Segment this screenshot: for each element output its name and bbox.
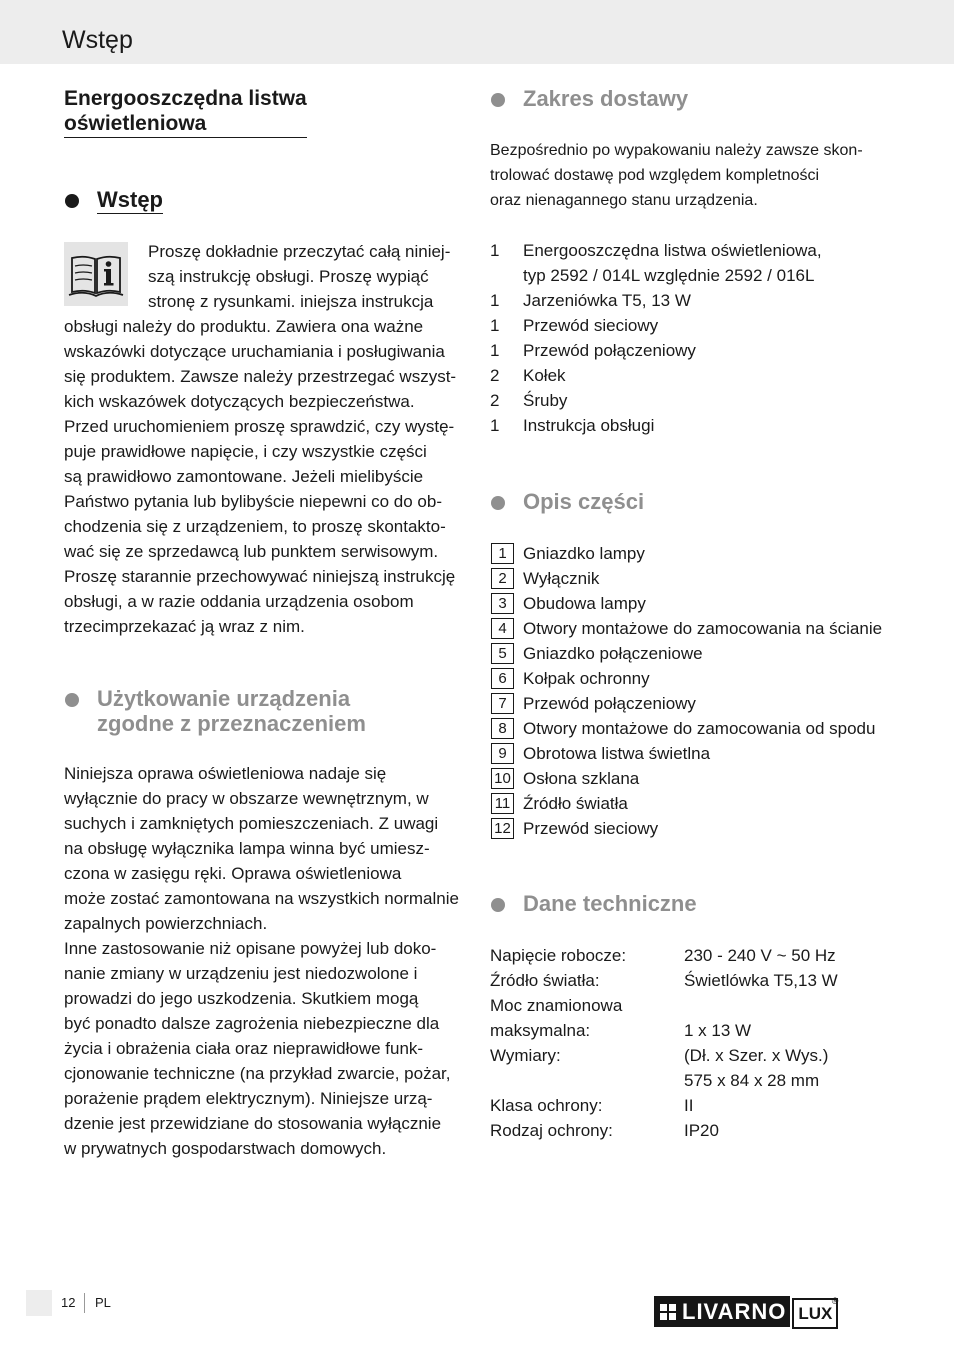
list-item: 1 Jarzeniówka T5, 13 W [490, 291, 691, 310]
list-item: 1 Gniazdko lampy [490, 541, 910, 566]
section-heading-intro: Wstęp [64, 187, 466, 214]
spec-row: 575 x 84 x 28 mm [684, 1071, 820, 1090]
list-item: 2 Kołek [490, 366, 566, 385]
spec-row: Moc znamionowa [490, 996, 623, 1015]
list-item: 1 Instrukcja obsługi [490, 416, 655, 435]
list-item: 6 Kołpak ochronny [490, 666, 910, 691]
list-item: 2 Śruby [490, 391, 568, 410]
list-item: 1 Przewód połączeniowy [490, 341, 696, 360]
footer-divider [84, 1293, 85, 1313]
section-heading-delivery: Zakres dostawy [490, 86, 910, 111]
list-item: 1 Energooszczędna listwa oświetleniowa, typ 2592 / 014L względnie 2592 / 016L [490, 241, 822, 285]
parts-list [490, 541, 910, 841]
list-item: 10 Osłona szklana [490, 766, 910, 791]
list-item: 7 Przewód połączeniowy [490, 691, 910, 716]
list-item: 2 Wyłącznik [490, 566, 910, 591]
page-header [0, 0, 954, 64]
list-item: 8 Otwory montażowe do zamocowania od spodu [490, 716, 910, 741]
list-item: 4 Otwory montażowe do zamocowania na ścianie [490, 616, 910, 641]
list-item: 1 Przewód sieciowy [490, 316, 659, 335]
bullet-icon [65, 693, 79, 707]
bullet-icon [491, 496, 505, 510]
left-column [64, 84, 466, 1161]
brand-logo [654, 1296, 838, 1327]
spec-row: Rodzaj ochrony: IP20 [490, 1121, 719, 1140]
right-column [490, 84, 910, 1143]
list-item: 9 Obrotowa listwa świetlna [490, 741, 910, 766]
page-title: Wstęp [62, 26, 133, 54]
footer-marker [26, 1290, 52, 1316]
spec-row: Źródło światła: Świetlówka T5,13 W [490, 971, 838, 990]
list-item: 12 Przewód sieciowy [490, 816, 910, 841]
usage-text: Niniejsza oprawa oświetleniowa nadaje się wyłącznie do pracy w obszarze wewnętrznym, w suchych i zamkniętych pomieszczeniach. Z uwagi na obsługę wyłącznika lampa winna być umiesz- czona w zasięgu ręki. Oprawa oświetleniowa może zostać zamontowana na wszystkich normalnie zapalnych powierzchniach. Inne zastosowanie niż opisane powyżej lub doko- nanie zmiany w urządzeniu jest niedozwolone i prowadzi do jego uszkodzenia. Skutkiem mogą być ponadto dalsze zagrożenia niebezpieczne dla życia i obrażenia ciała oraz nieprawidłowe funk- cjonowanie techniczne (na przykład zwarcie, pożar, porażenie prądem elektrycznym). Niniejsze urzą- dzenie jest przewidziane do stosowania wyłącznie w prywatnych gospodarstwach domowych. [64, 764, 459, 1158]
logo-squares-icon [660, 1304, 676, 1320]
page-number: 12 [61, 1295, 76, 1310]
logo-main: LIVARNO [654, 1296, 790, 1327]
intro-block [64, 239, 466, 639]
delivery-list [490, 238, 910, 438]
specs-table [490, 943, 910, 1143]
spec-row: maksymalna: 1 x 13 W [490, 1021, 752, 1040]
language-code: PL [95, 1295, 111, 1310]
delivery-intro: Bezpośrednio po wypakowaniu należy zawsze skon- trolować dostawę pod względem kompletności oraz nienagannego stanu urządzenia. [490, 142, 863, 209]
list-item: 5 Gniazdko połączeniowe [490, 641, 910, 666]
logo-lux: LUX ® [792, 1298, 838, 1329]
spec-row: Napięcie robocze: 230 - 240 V ~ 50 Hz [490, 946, 836, 965]
list-item: 3 Obudowa lampy [490, 591, 910, 616]
section-heading-usage: Użytkowanie urządzenia zgodne z przeznaczeniem [64, 686, 466, 736]
spec-row: Klasa ochrony: II [490, 1096, 694, 1115]
bullet-icon [65, 194, 79, 208]
list-item: 11 Źródło światła [490, 791, 910, 816]
section-heading-parts: Opis części [490, 489, 910, 514]
product-title: Energooszczędna listwa oświetleniowa [64, 86, 307, 138]
intro-text: Proszę dokładnie przeczytać całą niniej- szą instrukcję obsługi. Proszę wypiąć stronę z rysunkami. iniejsza instrukcja obsługi należy do produktu. Zawiera ona ważne wskazówki dotyczące uruchamiania i posługiwania się produktem. Zawsze należy przestrzegać wszyst- kich wskazówek dotyczących bezpieczeństwa. Przed uruchomieniem proszę sprawdzić, czy wystę- puje prawidłowe napięcie, i czy wszystkie części są prawidłowo zamontowane. Jeżeli mielibyście Państwo pytania lub bylibyście niepewni co do ob- chodzenia się z urządzeniem, to proszę skontakto- wać się ze sprzedawcą lub punktem serwisowym. Proszę starannie przechowywać niniejszą instrukcję obsługi, a w razie oddania urządzenia osobom trzecimprzekazać ją wraz z nim. [64, 242, 457, 636]
bullet-icon [491, 93, 505, 107]
manual-info-icon [64, 242, 128, 306]
spec-row: Wymiary: (Dł. x Szer. x Wys.) [490, 1046, 829, 1065]
section-heading-specs: Dane techniczne [490, 891, 910, 916]
bullet-icon [491, 898, 505, 912]
